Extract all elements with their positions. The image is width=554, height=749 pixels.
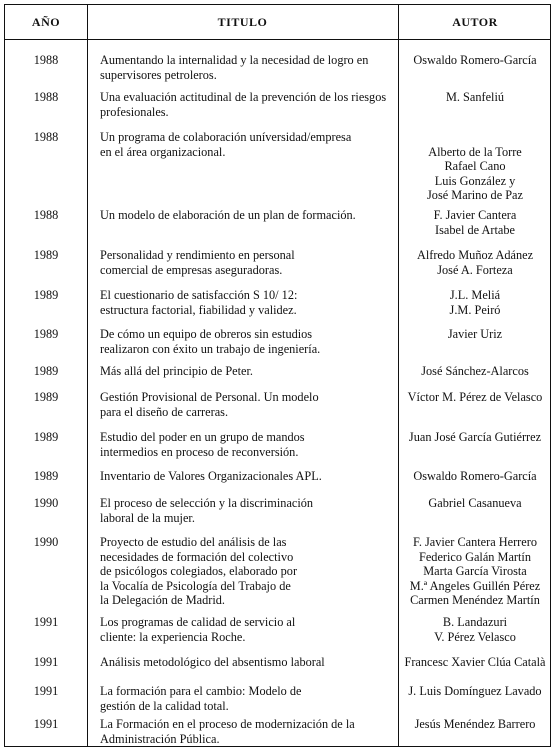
header-year: AÑO: [31, 14, 61, 29]
title-line: Una evaluación actitudinal de la prevención de los riesgos: [100, 90, 387, 104]
row-title: [100, 535, 398, 608]
title-line: la Delegación de Madrid.: [100, 593, 225, 608]
row-year: 1989: [33, 288, 59, 302]
row-year: 1989: [33, 327, 59, 341]
row-author: [398, 717, 552, 732]
row-title: [100, 615, 398, 644]
author-line: José Sánchez-Alarcos: [421, 364, 529, 378]
row-year: 1989: [33, 248, 59, 262]
row-title: [100, 390, 398, 419]
title-line: Personalidad y rendimiento en personal: [100, 248, 295, 262]
row-year: 1991: [33, 684, 59, 698]
row-year: 1989: [33, 390, 59, 404]
title-line: para el diseño de carreras.: [100, 404, 229, 419]
row-year: 1988: [33, 208, 59, 222]
author-line: M.ª Angeles Guillén Pérez: [409, 578, 541, 593]
title-line: supervisores petroleros.: [100, 67, 217, 82]
row-author: [398, 535, 552, 608]
title-line: La formación para el cambio: Modelo de: [100, 684, 302, 698]
author-line: J. Luis Domínguez Lavado: [408, 684, 542, 698]
author-line: Rafael Cano: [444, 159, 506, 174]
row-year: 1989: [33, 364, 59, 378]
title-line: en el área organizacional.: [100, 144, 226, 159]
author-line: J.L. Meliá: [449, 288, 501, 302]
title-line: cliente: la experiencia Roche.: [100, 629, 246, 644]
author-line: Alberto de la Torre: [428, 144, 522, 159]
title-line: Los programas de calidad de servicio al: [100, 615, 296, 629]
row-title: [100, 327, 398, 356]
row-year: 1991: [33, 615, 59, 629]
document-table: [4, 4, 551, 747]
author-line: Luis González y: [434, 173, 516, 188]
author-line: Javier Uriz: [447, 327, 503, 341]
row-author: [398, 615, 552, 644]
title-line: profesionales.: [100, 104, 169, 119]
row-author: [398, 430, 552, 445]
author-line: M. Sanfeliú: [445, 90, 505, 104]
row-title: [100, 496, 398, 525]
row-author: [398, 496, 552, 511]
header-title: TITULO: [217, 14, 268, 29]
author-line: Víctor M. Pérez de Velasco: [407, 390, 543, 404]
row-author: [398, 53, 552, 68]
title-line: Administración Pública.: [100, 731, 220, 746]
row-year: 1989: [33, 430, 59, 444]
column-divider-year: [87, 5, 88, 746]
title-line: Gestión Provisional de Personal. Un modelo: [100, 390, 319, 404]
row-author: [398, 288, 552, 317]
row-year: 1991: [33, 655, 59, 669]
title-line: Un programa de colaboración uníversidad/empresa: [100, 130, 352, 144]
row-title: [100, 53, 398, 82]
title-line: Análisis metodológico del absentismo laboral: [100, 655, 325, 669]
author-line: Oswaldo Romero-García: [413, 53, 537, 67]
row-author: [398, 248, 552, 277]
row-author: [398, 364, 552, 379]
author-line: José A. Forteza: [437, 262, 513, 277]
row-title: [100, 364, 398, 379]
author-line: Francesc Xavier Clúa Català: [404, 655, 546, 669]
author-line: F. Javier Cantera: [433, 208, 517, 222]
title-line: estructura factorial, fiabilidad y validez.: [100, 302, 297, 317]
author-line: F. Javier Cantera Herrero: [413, 535, 537, 549]
row-author: [398, 327, 552, 342]
author-line: José Marino de Paz: [427, 188, 523, 203]
title-line: Estudio del poder en un grupo de mandos: [100, 430, 305, 444]
title-line: Inventario de Valores Organizacionales APL.: [100, 469, 322, 483]
row-title: [100, 469, 398, 484]
author-line: Marta García Virosta: [423, 564, 527, 579]
author-line: V. Pérez Velasco: [434, 629, 516, 644]
row-author: [398, 655, 552, 670]
author-line: Oswaldo Romero-García: [413, 469, 537, 483]
title-line: laboral de la mujer.: [100, 510, 195, 525]
header-author: AUTOR: [452, 14, 498, 29]
row-title: [100, 90, 398, 119]
title-line: Un modelo de elaboración de un plan de formación.: [100, 208, 356, 222]
row-author: [398, 90, 552, 105]
title-line: la Vocalía de Psicología del Trabajo de: [100, 578, 291, 593]
title-line: El proceso de selección y la discriminación: [100, 496, 314, 510]
author-line: Jesús Menéndez Barrero: [414, 717, 536, 731]
row-year: 1988: [33, 130, 59, 144]
title-line: comercial de empresas aseguradoras.: [100, 262, 283, 277]
title-line: Proyecto de estudio del análisis de las: [100, 535, 287, 549]
row-author: [398, 208, 552, 237]
author-line: Federico Galán Martín: [419, 549, 531, 564]
row-author: [398, 390, 552, 405]
row-title: [100, 684, 398, 713]
row-year: 1989: [33, 469, 59, 483]
author-line: Isabel de Artabe: [435, 222, 515, 237]
title-line: de psicólogos colegiados, elaborado por: [100, 564, 298, 579]
row-title: [100, 208, 398, 223]
title-line: Más allá del principio de Peter.: [100, 364, 253, 378]
author-line: Gabriel Casanueva: [428, 496, 522, 510]
row-year: 1991: [33, 717, 59, 731]
row-title: [100, 717, 398, 746]
row-title: [100, 248, 398, 277]
header-divider: [5, 39, 550, 40]
title-line: Aumentando la internalidad y la necesidad de logro en: [100, 53, 369, 67]
row-title: [100, 288, 398, 317]
row-year: 1988: [33, 53, 59, 67]
title-line: gestión de la calidad total.: [100, 698, 229, 713]
row-year: 1990: [33, 535, 59, 549]
row-year: 1990: [33, 496, 59, 510]
author-line: Alfredo Muñoz Adánez: [416, 248, 534, 262]
author-line: J.M. Peiró: [449, 302, 501, 317]
title-line: intermedios en proceso de reconversión.: [100, 444, 299, 459]
title-line: De cómo un equipo de obreros sin estudios: [100, 327, 313, 341]
row-author: [398, 469, 552, 484]
author-line: B. Landazuri: [442, 615, 508, 629]
row-title: [100, 430, 398, 459]
row-year: 1988: [33, 90, 59, 104]
title-line: necesidades de formación del colectivo: [100, 549, 294, 564]
title-line: realizaron con éxito un trabajo de ingeniería.: [100, 341, 321, 356]
row-title: [100, 130, 398, 159]
row-author: [398, 684, 552, 699]
title-line: La Formación en el proceso de modernización de la: [100, 717, 355, 731]
author-line: Carmen Menéndez Martín: [410, 593, 540, 608]
row-title: [100, 655, 398, 670]
title-line: El cuestionario de satisfacción S 10/ 12:: [100, 288, 298, 302]
author-line: Juan José García Gutiérrez: [408, 430, 542, 444]
row-author: [398, 145, 552, 203]
